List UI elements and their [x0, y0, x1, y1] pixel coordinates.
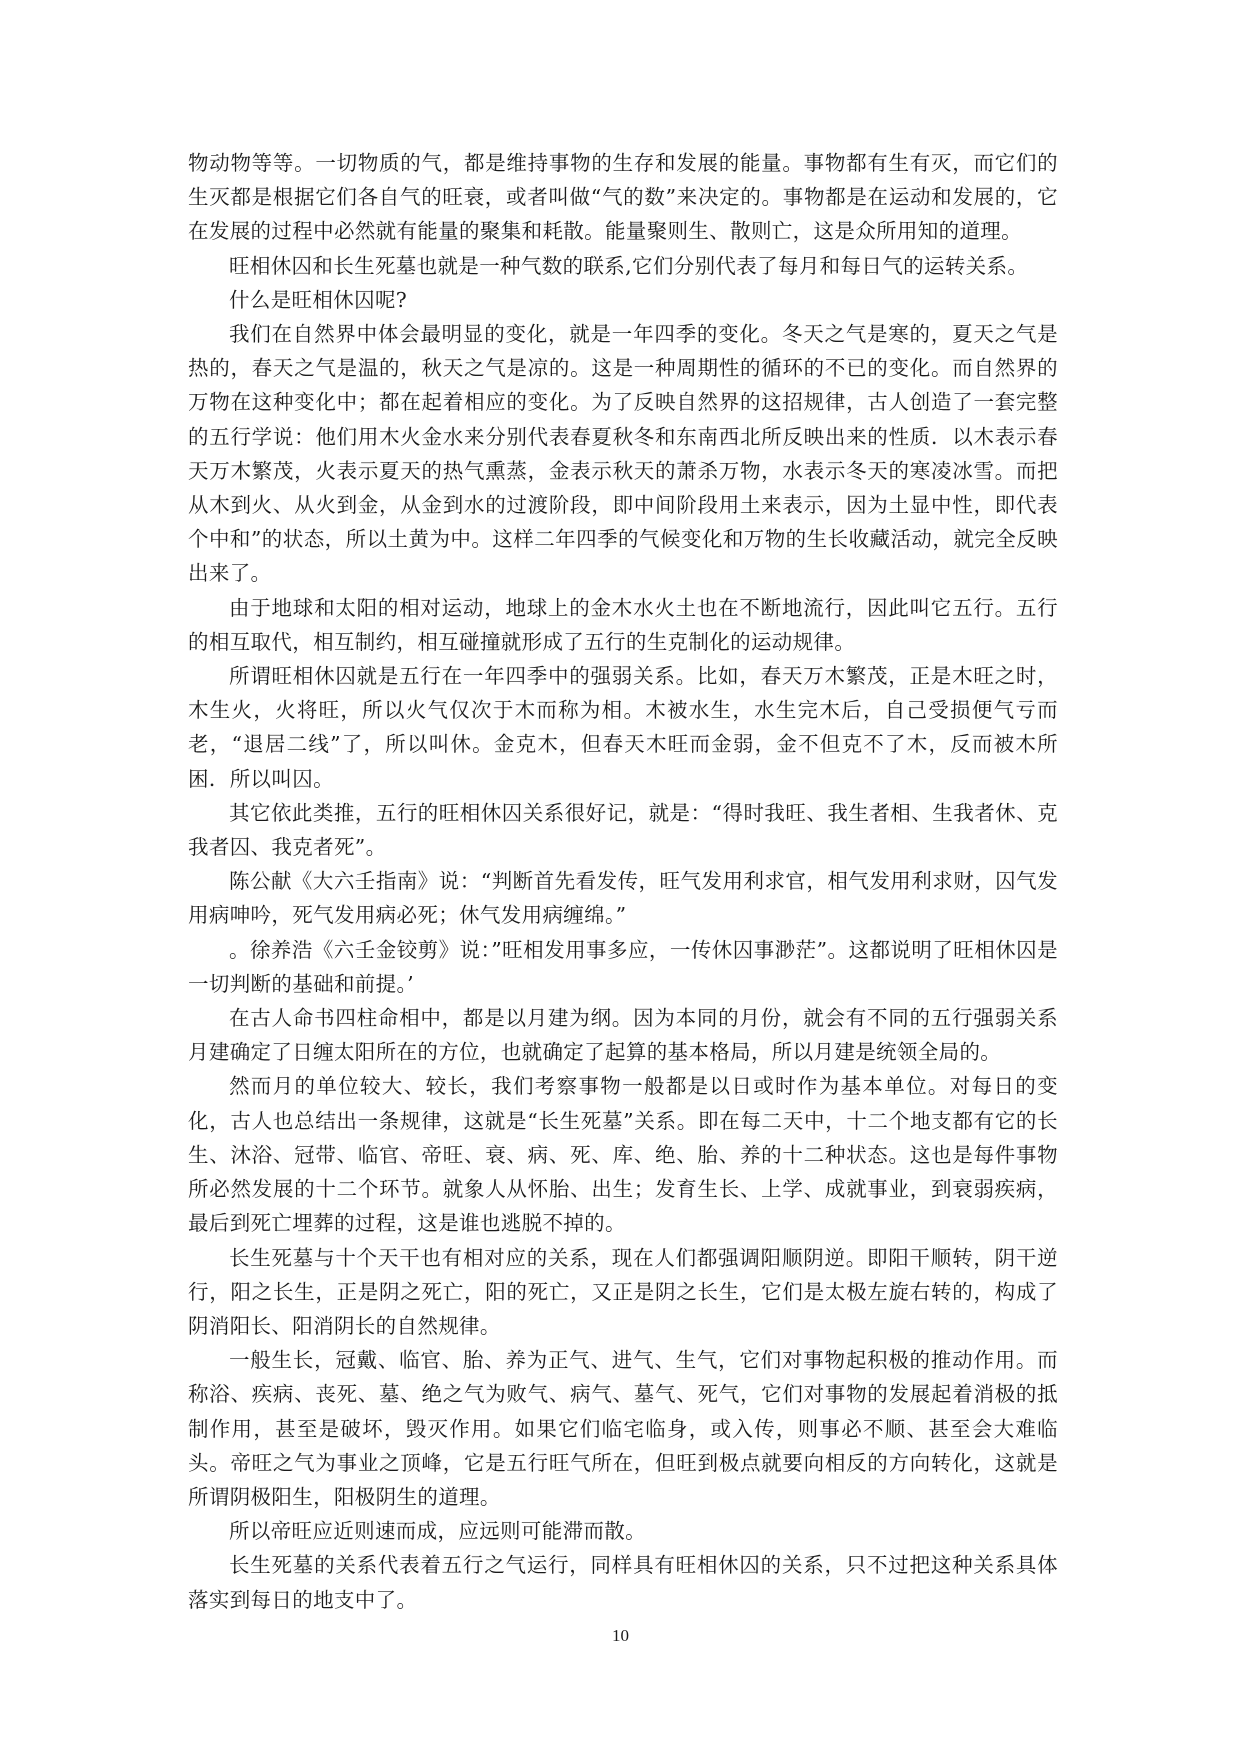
paragraph-5: 由于地球和太阳的相对运动，地球上的金木水火土也在不断地流行，因此叫它五行。五行的相互取代，相互制约，相互碰撞就形成了五行的生克制化的运动规律。	[188, 595, 1058, 654]
paragraph-14: 所以帝旺应近则速而成，应远则可能滞而散。	[229, 1519, 646, 1544]
paragraph-9: 。徐养浩《六壬金铰剪》说：”旺相发用事多应，一传休囚事渺茫”。这都说明了旺相休囚是一切判断的基础和前提。’	[188, 937, 1058, 996]
paragraph-3: 什么是旺相休囚呢?	[229, 287, 408, 312]
paragraph-6: 所谓旺相休囚就是五行在一年四季中的强弱关系。比如，春天万木繁茂，正是木旺之时，木生火，火将旺，所以火气仅次于木而称为相。木被水生，水生完木后，自己受损便气亏而老，“退居二线”了，所以叫休。金克木，但春天木旺而金弱，金不但克不了木，反而被木所困．所以叫囚。	[188, 664, 1058, 791]
paragraph-4: 我们在自然界中体会最明显的变化，就是一年四季的变化。冬天之气是寒的，夏天之气是热的，春天之气是温的，秋天之气是凉的。这是一种周期性的循环的不已的变化。而自然界的万物在这种变化中；都在起着相应的变化。为了反映自然界的这招规律，古人创造了一套完整的五行学说：他们用木火金水来分别代表春夏秋冬和东南西北所反映出来的性质．以木表示春天万木繁茂，火表示夏天的热气熏蒸，金表示秋天的萧杀万物，水表示冬天的寒凌冰雪。而把从木到火、从火到金，从金到水的过渡阶段，即中间阶段用土来表示，因为土显中性，即代表个中和”的状态，所以土黄为中。这样二年四季的气候变化和万物的生长收藏活动，就完全反映出来了。	[188, 322, 1058, 586]
paragraph-11: 然而月的单位较大、较长，我们考察事物一般都是以日或时作为基本单位。对每日的变化，古人也总结出一条规律，这就是“长生死墓”关系。即在每二天中，十二个地支都有它的长生、沐浴、冠带、临官、帝旺、衰、病、死、库、绝、胎、养的十二种状态。这也是每件事物所必然发展的十二个环节。就象人从怀胎、出生；发育生长、上学、成就事业，到衰弱疾病，最后到死亡埋葬的过程，这是谁也逃脱不掉的。	[188, 1074, 1058, 1236]
paragraph-10: 在古人命书四柱命相中，都是以月建为纲。因为本同的月份，就会有不同的五行强弱关系月建确定了日缠太阳所在的方位，也就确定了起算的基本格局，所以月建是统领全局的。	[188, 1006, 1058, 1065]
paragraph-1: 物动物等等。一切物质的气，都是维持事物的生存和发展的能量。事物都有生有灭，而它们的生灭都是根据它们各自气的旺衰，或者叫做“气的数”来决定的。事物都是在运动和发展的，它在发展的过程中必然就有能量的聚集和耗散。能量聚则生、散则亡，这是众所用知的道理。	[188, 151, 1058, 244]
paragraph-8: 陈公献《大六壬指南》说：“判断首先看发传，旺气发用利求官，相气发用利求财，囚气发用病呻吟，死气发用病必死；休气发用病缠绵。”	[188, 869, 1058, 928]
paragraph-13: 一般生长，冠戴、临官、胎、养为正气、进气、生气，它们对事物起积极的推动作用。而称浴、疾病、丧死、墓、绝之气为败气、病气、墓气、死气，它们对事物的发展起着消极的抵制作用，甚至是破坏，毁灭作用。如果它们临宅临身，或入传，则事必不顺、甚至会大难临头。帝旺之气为事业之顶峰，它是五行旺气所在，但旺到极点就要向相反的方向转化，这就是所谓阴极阳生，阳极阴生的道理。	[188, 1348, 1058, 1509]
paragraph-7: 其它依此类推，五行的旺相休囚关系很好记，就是：“得时我旺、我生者相、生我者休、克我者囚、我克者死”。	[188, 800, 1058, 860]
paragraph-15: 长生死墓的关系代表着五行之气运行，同样具有旺相休囚的关系，只不过把这种关系具体落实到每日的地支中了。	[188, 1553, 1058, 1612]
page-number: 10	[612, 1626, 629, 1645]
paragraph-12: 长生死墓与十个天干也有相对应的关系，现在人们都强调阳顺阴逆。即阳干顺转，阴干逆行，阳之长生，正是阴之死亡，阳的死亡，又正是阴之长生，它们是太极左旋右转的，构成了阴消阳长、阳消阴长的自然规律。	[188, 1245, 1058, 1338]
paragraph-2: 旺相休囚和长生死墓也就是一种气数的联系,它们分别代表了每月和每日气的运转关系。	[229, 253, 1029, 278]
document-body	[188, 146, 1058, 1617]
